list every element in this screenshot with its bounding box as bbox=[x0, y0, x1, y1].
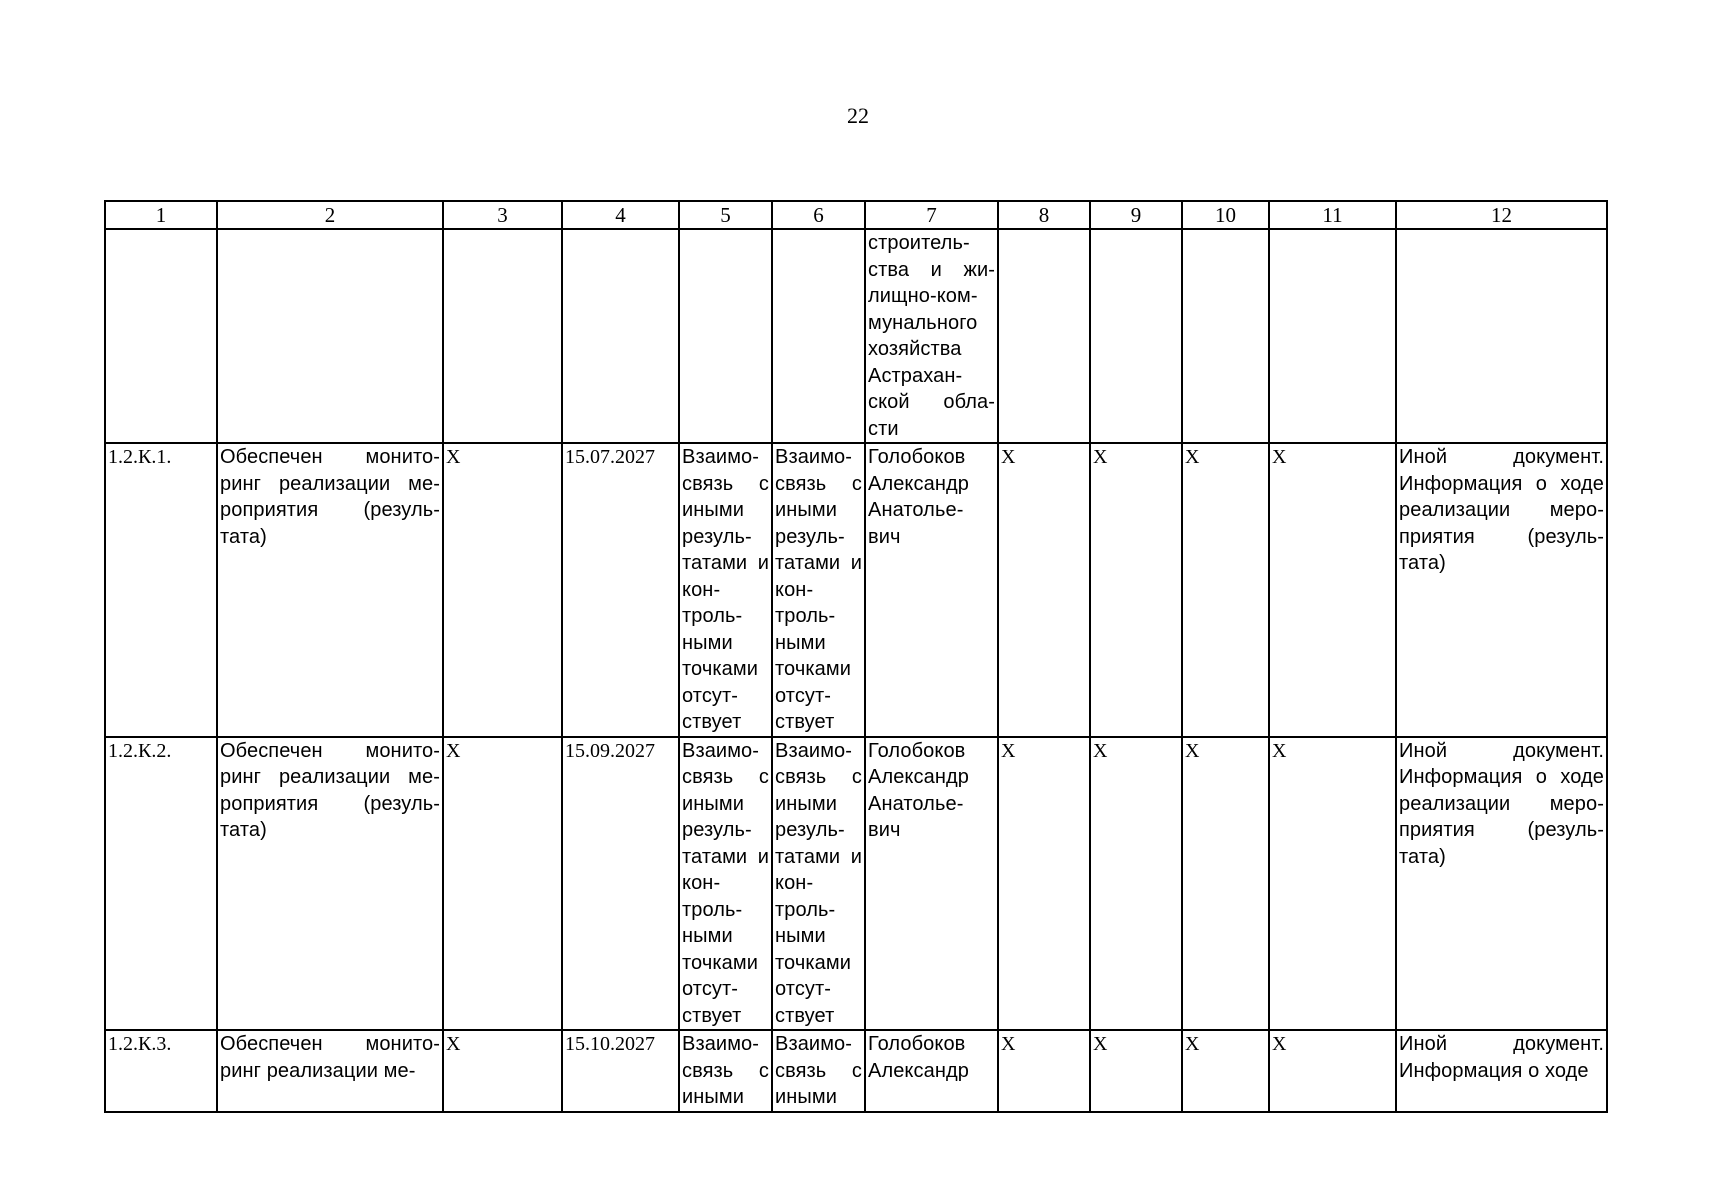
cell-text-line: кон- bbox=[775, 872, 814, 894]
cell-text-line: Взаимо- bbox=[682, 446, 760, 468]
cell-text-line: Информация о ходе bbox=[1399, 472, 1604, 495]
col-header-7: 7 bbox=[865, 201, 998, 229]
x-mark: X bbox=[998, 737, 1090, 1031]
cell-doc bbox=[1396, 229, 1607, 443]
x-mark: X bbox=[1269, 737, 1396, 1031]
cell-text-line: лищно-ком- bbox=[868, 285, 978, 307]
event-name bbox=[217, 1030, 443, 1112]
cell-text-line: ствует bbox=[682, 1004, 742, 1027]
cell-text-line: Обеспечен монито- bbox=[220, 1033, 440, 1055]
cell-text-line: иными bbox=[682, 792, 745, 815]
col-header-3: 3 bbox=[443, 201, 562, 229]
document-type bbox=[1396, 443, 1607, 737]
cell-text-line: Анатолье- bbox=[868, 499, 964, 521]
cell-text-line: связь с bbox=[682, 766, 769, 788]
relation-text bbox=[772, 443, 865, 737]
cell-text-line: иными bbox=[775, 499, 838, 521]
cell-text-line: ства и жи- bbox=[868, 258, 995, 281]
row-number: 1.2.К.1. bbox=[105, 443, 217, 737]
cell-text-line: ствует bbox=[775, 711, 835, 733]
cell-text-line: хозяйства bbox=[868, 338, 962, 360]
cell-text-line: роприятия (резуль- bbox=[220, 792, 440, 815]
cell-text-line: Информация о ходе bbox=[1399, 766, 1604, 788]
cell-text-line: ными bbox=[775, 925, 826, 947]
x-mark: X bbox=[443, 737, 562, 1031]
cell-text-line: иными bbox=[775, 792, 838, 815]
cell-text-line: Голобоков bbox=[868, 1033, 966, 1055]
cell-text-line: Анатолье- bbox=[868, 792, 964, 815]
cell-text-line: троль- bbox=[775, 605, 836, 627]
col-header-10: 10 bbox=[1182, 201, 1269, 229]
cell-text-line: точками bbox=[682, 951, 758, 974]
table-row bbox=[105, 737, 1607, 1031]
cell-text-line: резуль- bbox=[682, 525, 752, 548]
cell-text-line: точками bbox=[682, 658, 758, 680]
cell-text-line: реализации меро- bbox=[1399, 499, 1604, 521]
cell-text-line: тата) bbox=[1399, 552, 1446, 574]
cell-text-line: резуль- bbox=[775, 525, 845, 548]
cell-responsible-continued bbox=[865, 229, 998, 443]
page-number: 22 bbox=[847, 103, 869, 128]
cell-text-line: Взаимо- bbox=[775, 1033, 853, 1055]
cell-text-line: связь с bbox=[682, 472, 769, 495]
column-number-row bbox=[105, 201, 1607, 229]
table-row bbox=[105, 1030, 1607, 1112]
cell-text-line: Иной документ. bbox=[1399, 1033, 1604, 1055]
cell-text-line: тата) bbox=[220, 525, 267, 548]
x-mark: X bbox=[1182, 1030, 1269, 1112]
responsible-person bbox=[865, 737, 998, 1031]
cell-text-line: точками bbox=[775, 951, 851, 974]
plan-table bbox=[104, 200, 1608, 1113]
cell-text-line: татами и bbox=[775, 845, 862, 868]
cell-text-line: отсут- bbox=[682, 684, 739, 707]
cell-text-line: Взаимо- bbox=[682, 739, 760, 762]
table-row bbox=[105, 443, 1607, 737]
cell-text-line: Информация о ходе bbox=[1399, 1059, 1589, 1082]
cell-text-line: точками bbox=[775, 658, 851, 680]
col-header-11: 11 bbox=[1269, 201, 1396, 229]
cell-text-line: Александр bbox=[868, 472, 969, 495]
cell-text-line: ствует bbox=[682, 711, 742, 733]
cell-text-line: Иной документ. bbox=[1399, 446, 1604, 468]
responsible-person bbox=[865, 443, 998, 737]
row-number: 1.2.К.2. bbox=[105, 737, 217, 1031]
cell-text-line: тата) bbox=[220, 819, 267, 841]
col-header-12: 12 bbox=[1396, 201, 1607, 229]
col-header-8: 8 bbox=[998, 201, 1090, 229]
cell-c6 bbox=[772, 229, 865, 443]
cell-text-line: отсут- bbox=[682, 978, 739, 1000]
x-mark: X bbox=[1090, 443, 1182, 737]
cell-text-line: ринг реализации ме- bbox=[220, 766, 440, 788]
cell-text-line: троль- bbox=[682, 605, 743, 627]
cell-text-line: кон- bbox=[775, 578, 814, 601]
cell-text-line: приятия (резуль- bbox=[1399, 525, 1604, 548]
cell-text-line: троль- bbox=[682, 898, 743, 921]
cell-text-line: связь с bbox=[775, 1059, 862, 1082]
cell-text-line: ствует bbox=[775, 1004, 835, 1027]
cell-text-line: кон- bbox=[682, 872, 721, 894]
cell-text-line: татами и bbox=[682, 552, 769, 574]
x-mark: X bbox=[1182, 737, 1269, 1031]
relation-text bbox=[679, 1030, 772, 1112]
cell-text-line: иными bbox=[682, 499, 745, 521]
cell-text-line: Взаимо- bbox=[682, 1033, 760, 1055]
deadline-date: 15.09.2027 bbox=[562, 737, 679, 1031]
cell-text-line: ринг реализации ме- bbox=[220, 472, 440, 495]
cell-name bbox=[217, 229, 443, 443]
cell-text-line: тата) bbox=[1399, 845, 1446, 868]
event-name bbox=[217, 443, 443, 737]
col-header-1: 1 bbox=[105, 201, 217, 229]
relation-text bbox=[772, 1030, 865, 1112]
cell-text-line: троль- bbox=[775, 898, 836, 921]
cell-text-line: Обеспечен монито- bbox=[220, 446, 440, 468]
x-mark: X bbox=[1182, 443, 1269, 737]
document-type bbox=[1396, 1030, 1607, 1112]
cell-text-line: ными bbox=[682, 925, 733, 947]
cell-text-line: кон- bbox=[682, 578, 721, 601]
x-mark: X bbox=[443, 443, 562, 737]
continuation-row bbox=[105, 229, 1607, 443]
col-header-6: 6 bbox=[772, 201, 865, 229]
cell-text-line: иными bbox=[775, 1086, 838, 1108]
cell-text-line: иными bbox=[682, 1086, 745, 1108]
cell-text-line: приятия (резуль- bbox=[1399, 819, 1604, 841]
cell-text-line: резуль- bbox=[775, 819, 845, 841]
cell-text-line: реализации меро- bbox=[1399, 792, 1604, 815]
cell-c10 bbox=[1182, 229, 1269, 443]
x-mark: X bbox=[443, 1030, 562, 1112]
responsible-person bbox=[865, 1030, 998, 1112]
relation-text bbox=[679, 443, 772, 737]
col-header-2: 2 bbox=[217, 201, 443, 229]
cell-text-line: сти bbox=[868, 417, 899, 440]
cell-text-line: Астрахан- bbox=[868, 364, 963, 387]
cell-text-line: Александр bbox=[868, 1059, 969, 1082]
cell-text-line: связь с bbox=[682, 1059, 769, 1082]
cell-date bbox=[562, 229, 679, 443]
x-mark: X bbox=[998, 443, 1090, 737]
cell-text-line: ными bbox=[775, 631, 826, 654]
cell-text-line: вич bbox=[868, 525, 901, 548]
cell-text-line: ринг реализации ме- bbox=[220, 1059, 416, 1082]
cell-text-line: связь с bbox=[775, 472, 862, 495]
cell-text-line: Обеспечен монито- bbox=[220, 739, 440, 762]
cell-text-line: вич bbox=[868, 819, 901, 841]
col-header-5: 5 bbox=[679, 201, 772, 229]
cell-text-line: резуль- bbox=[682, 819, 752, 841]
cell-text-line: Взаимо- bbox=[775, 446, 853, 468]
x-mark: X bbox=[998, 1030, 1090, 1112]
cell-text-line: строитель- bbox=[868, 232, 970, 254]
relation-text bbox=[772, 737, 865, 1031]
cell-text-line: татами и bbox=[775, 552, 862, 574]
x-mark: X bbox=[1090, 1030, 1182, 1112]
deadline-date: 15.07.2027 bbox=[562, 443, 679, 737]
document-type bbox=[1396, 737, 1607, 1031]
x-mark: X bbox=[1090, 737, 1182, 1031]
cell-text-line: отсут- bbox=[775, 684, 832, 707]
cell-text-line: мунального bbox=[868, 311, 978, 334]
relation-text bbox=[679, 737, 772, 1031]
cell-text-line: татами и bbox=[682, 845, 769, 868]
cell-text-line: ской обла- bbox=[868, 391, 995, 413]
event-name bbox=[217, 737, 443, 1031]
deadline-date: 15.10.2027 bbox=[562, 1030, 679, 1112]
cell-text-line: Голобоков bbox=[868, 739, 966, 762]
cell-text-line: Взаимо- bbox=[775, 739, 853, 762]
cell-num bbox=[105, 229, 217, 443]
cell-text-line: роприятия (резуль- bbox=[220, 499, 440, 521]
cell-text-line: Голобоков bbox=[868, 446, 966, 468]
x-mark: X bbox=[1269, 443, 1396, 737]
col-header-4: 4 bbox=[562, 201, 679, 229]
col-header-9: 9 bbox=[1090, 201, 1182, 229]
row-number: 1.2.К.3. bbox=[105, 1030, 217, 1112]
cell-text-line: ными bbox=[682, 631, 733, 654]
cell-c8 bbox=[998, 229, 1090, 443]
cell-text-line: отсут- bbox=[775, 978, 832, 1000]
cell-text-line: Александр bbox=[868, 766, 969, 788]
cell-c5 bbox=[679, 229, 772, 443]
x-mark: X bbox=[1269, 1030, 1396, 1112]
cell-c9 bbox=[1090, 229, 1182, 443]
cell-c3 bbox=[443, 229, 562, 443]
cell-text-line: Иной документ. bbox=[1399, 739, 1604, 762]
cell-text-line: связь с bbox=[775, 766, 862, 788]
cell-c11 bbox=[1269, 229, 1396, 443]
